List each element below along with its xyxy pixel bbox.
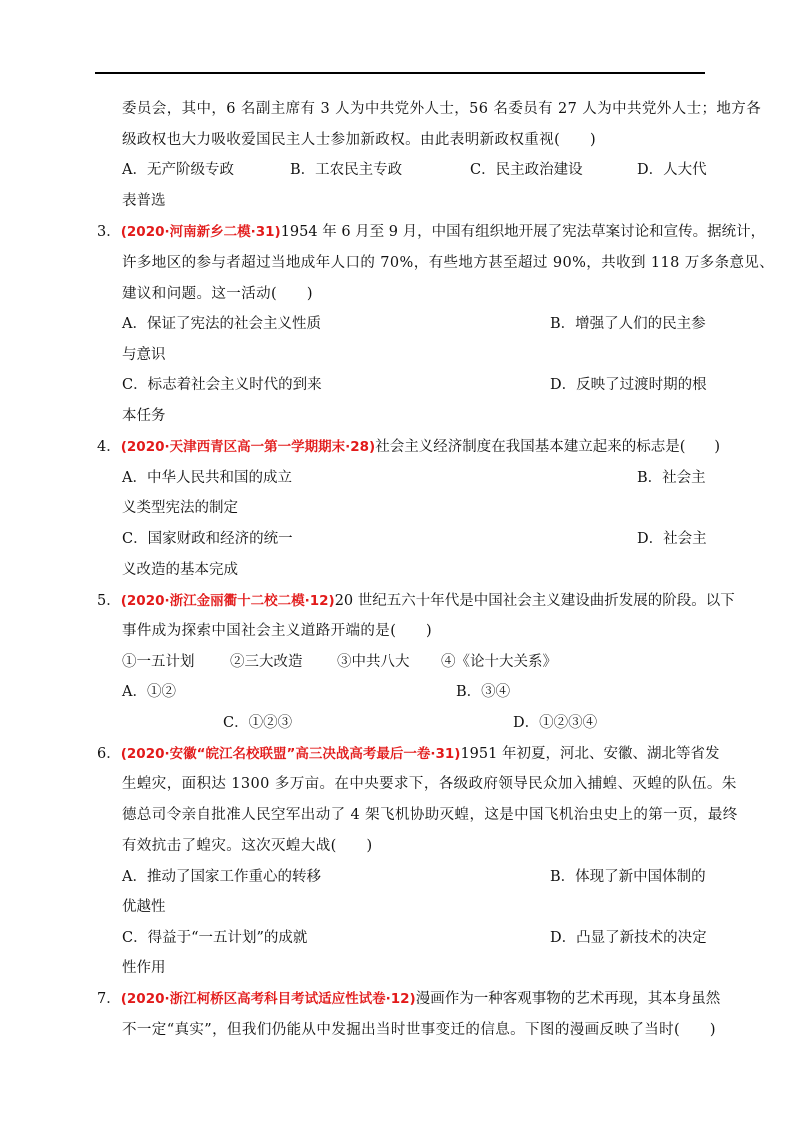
q3-option-b-cont: 与意识 [122, 347, 166, 363]
q3-stem-1: 1954 年 6 月至 9 月，中国有组织地开展了宪法草案讨论和宣传。据统计， [280, 224, 766, 240]
q6-option-a: A．推动了国家工作重心的转移 [122, 869, 321, 885]
q5-stem-1: 20 世纪五六十年代是中国社会主义建设曲折发展的阶段。以下 [334, 593, 735, 609]
q2-line2: 级政权也大力吸收爱国民主人士参加新政权。由此表明新政权重视( ) [122, 132, 597, 148]
q4-number: 4． [97, 439, 121, 455]
q3-option-d: D．反映了过渡时期的根 [550, 377, 707, 393]
header-rule [95, 72, 705, 74]
q6-line4: 有效抗击了蝗灾。这次灭蝗大战( ) [122, 838, 373, 854]
q3-option-a: A．保证了宪法的社会主义性质 [122, 316, 321, 332]
q6-stem-1: 1951 年初夏，河北、安徽、湖北等省发 [460, 746, 720, 762]
q3-source: (2020·河南新乡二模·31) [120, 224, 281, 240]
q6-number: 6． [97, 746, 121, 762]
q6-line1 [97, 744, 719, 764]
q2-line1: 委员会，其中，6 名副主席有 3 人为中共党外人士，56 名委员有 27 人为中共党外人士；地方各 [122, 101, 762, 117]
q5-option-d: D．①②③④ [513, 715, 598, 731]
q5-option-b: B．③④ [456, 684, 511, 700]
q6-line2: 生蝗灾，面积达 1300 多万亩。在中央要求下，各级政府领导民众加入捕蝗、灭蝗的队伍。朱 [122, 776, 737, 792]
q6-option-c: C．得益于“一五计划”的成就 [122, 930, 308, 946]
q5-line1 [97, 591, 735, 611]
q6-option-b-cont: 优越性 [122, 899, 166, 915]
q7-stem-1: 漫画作为一种客观事物的艺术再现，其本身虽然 [415, 991, 721, 1007]
q7-line2: 不一定“真实”，但我们仍能从中发掘出当时世事变迁的信息。下图的漫画反映了当时( ) [122, 1022, 716, 1038]
q6-option-b: B．体现了新中国体制的 [550, 869, 706, 885]
q7-number: 7． [97, 991, 121, 1007]
q6-option-d: D．凸显了新技术的决定 [550, 930, 707, 946]
q7-source: (2020·浙江柯桥区高考科目考试适应性试卷·12) [120, 991, 416, 1007]
q5-item-2: ②三大改造 [230, 654, 303, 670]
q2-option-c: C．民主政治建设 [470, 162, 583, 178]
q2-option-b: B．工农民主专政 [290, 162, 403, 178]
q6-line3: 德总司令亲自批准人民空军出动了 4 架飞机协助灭蝗，这是中国飞机治虫史上的第一页，最终 [122, 807, 738, 823]
q5-item-1: ①一五计划 [122, 654, 195, 670]
q3-option-c: C．标志着社会主义时代的到来 [122, 377, 322, 393]
q3-option-b: B．增强了人们的民主参 [550, 316, 706, 332]
q5-option-c: C．①②③ [223, 715, 293, 731]
q4-option-d-cont: 义改造的基本完成 [122, 562, 238, 578]
q2-option-a: A．无产阶级专政 [122, 162, 234, 178]
q3-number: 3． [97, 224, 121, 240]
q6-option-d-cont: 性作用 [122, 960, 166, 976]
q5-item-4: ④《论十大关系》 [441, 654, 557, 670]
q5-option-a: A．①② [122, 684, 176, 700]
q5-item-3: ③中共八大 [337, 654, 410, 670]
q4-option-b: B．社会主 [637, 470, 706, 486]
q7-line1 [97, 989, 720, 1009]
q4-line1 [97, 437, 720, 457]
q4-option-a: A．中华人民共和国的成立 [122, 470, 292, 486]
q3-line2: 许多地区的参与者超过当地成年人口的 70%，有些地方甚至超过 90%，共收到 118 万多条意见、 [122, 255, 775, 271]
q2-option-d-cont: 表普选 [122, 193, 166, 209]
q4-stem-1: 社会主义经济制度在我国基本建立起来的标志是( ) [375, 439, 721, 455]
q4-option-d: D．社会主 [637, 531, 707, 547]
q3-option-d-cont: 本任务 [122, 408, 166, 424]
q4-source: (2020·天津西青区高一第一学期期末·28) [120, 439, 376, 455]
q4-option-c: C．国家财政和经济的统一 [122, 531, 293, 547]
q5-line2: 事件成为探索中国社会主义道路开端的是( ) [122, 623, 433, 639]
q5-number: 5． [97, 593, 121, 609]
q4-option-b-cont: 义类型宪法的制定 [122, 500, 238, 516]
q3-line1 [97, 222, 765, 242]
q6-source: (2020·安徽“皖江名校联盟”高三决战高考最后一卷·31) [120, 746, 461, 762]
q3-line3: 建议和问题。这一活动( ) [122, 286, 313, 302]
q5-source: (2020·浙江金丽衢十二校二模·12) [120, 593, 335, 609]
q2-option-d: D．人大代 [637, 162, 707, 178]
